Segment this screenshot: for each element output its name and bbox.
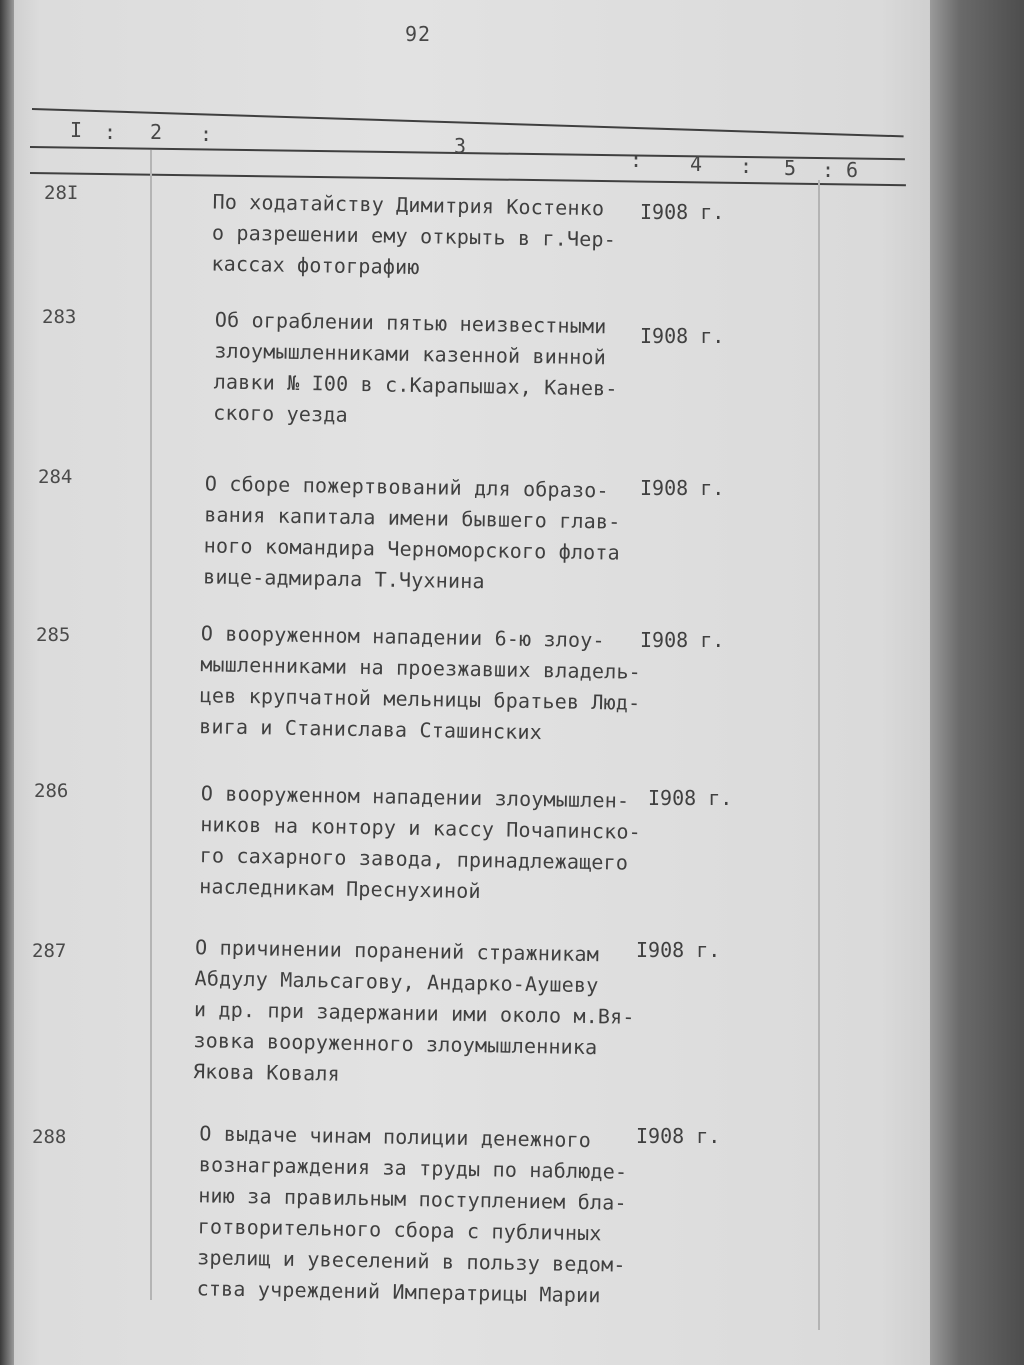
- entry-year: I908 г.: [636, 1124, 721, 1148]
- entry-year: I908 г.: [648, 786, 733, 810]
- entry-year: I908 г.: [640, 628, 725, 652]
- description-line: О сборе пожертвований для образо-: [204, 471, 609, 503]
- column-header-5: 5: [784, 156, 797, 180]
- description-line: ства учреждений Императрицы Марии: [196, 1276, 601, 1308]
- entry-year: I908 г.: [640, 476, 725, 500]
- description-line: го сахарного завода, принадлежащего: [199, 843, 629, 875]
- description-line: О вооруженном нападении 6-ю злоу-: [200, 621, 605, 653]
- entry-number: 284: [38, 466, 73, 488]
- description-line: ского уезда: [213, 400, 349, 427]
- description-line: зрелищ и увеселений в пользу ведом-: [197, 1245, 626, 1277]
- description-line: злоумышленниками казенной винной: [214, 338, 607, 370]
- entry-description: [196, 1118, 628, 1311]
- description-line: ников на контору и кассу Почапинско-: [200, 812, 642, 844]
- description-line: готворительного сбора с публичных: [197, 1214, 602, 1246]
- description-line: вания капитала имени бывшего глав-: [204, 502, 621, 534]
- description-line: По ходатайству Димитрия Костенко: [212, 189, 605, 221]
- description-line: О вооруженном нападении злоумышлен-: [200, 781, 630, 813]
- column-separator: :: [104, 120, 117, 144]
- description-line: о разрешении ему открыть в г.Чер-: [211, 220, 617, 252]
- entry-year: I908 г.: [640, 324, 725, 348]
- entry-description: [199, 778, 642, 910]
- entry-number: 283: [42, 306, 77, 328]
- table-header-rule: [30, 146, 905, 160]
- column-header-1: I: [70, 118, 83, 142]
- description-line: кассах фотографию: [211, 251, 420, 280]
- column-separator: :: [822, 158, 835, 182]
- description-line: Якова Коваля: [192, 1059, 341, 1086]
- column-separator: :: [740, 154, 753, 178]
- description-line: мышленниками на проезжавших владель-: [200, 652, 642, 684]
- description-line: вознаграждения за труды по наблюде-: [198, 1152, 628, 1184]
- entry-description: [193, 932, 636, 1095]
- column-divider-left: [150, 150, 152, 1300]
- entry-number: 28I: [44, 182, 79, 204]
- page-number: 92: [405, 22, 432, 46]
- entry-description: [199, 618, 642, 750]
- column-separator: :: [200, 122, 213, 146]
- entry-number: 285: [36, 624, 71, 646]
- description-line: лавки № I00 в с.Карапышах, Канев-: [213, 369, 618, 401]
- description-line: цев крупчатной мельницы братьев Люд-: [199, 683, 641, 715]
- description-line: наследникам Преснухиной: [199, 874, 481, 904]
- column-header-4: 4: [690, 152, 703, 176]
- description-line: ного командира Черноморского флота: [203, 533, 621, 565]
- entry-number: 286: [34, 780, 69, 802]
- entry-year: I908 г.: [640, 200, 725, 224]
- table-top-rule: [32, 108, 904, 137]
- page-binding-shadow: [0, 0, 14, 1365]
- entry-number: 287: [32, 940, 67, 962]
- column-header-6: 6: [846, 158, 859, 182]
- column-header-2: 2: [150, 120, 163, 144]
- description-line: нию за правильным поступлением бла-: [198, 1183, 627, 1215]
- column-header-3: 3: [454, 134, 467, 158]
- page-edge-shadow: [930, 0, 1024, 1365]
- entry-description: [203, 468, 621, 599]
- entry-description: [211, 186, 617, 286]
- entry-description: [213, 304, 619, 435]
- column-separator: :: [630, 148, 643, 172]
- table-header-bottom-rule: [30, 172, 906, 186]
- column-divider-right: [818, 180, 820, 1330]
- description-line: зовка вооруженного злоумышленника: [193, 1028, 598, 1060]
- entry-year: I908 г.: [636, 938, 721, 962]
- description-line: вице-адмирала Т.Чухнина: [203, 564, 485, 594]
- description-line: Абдулу Мальсагову, Андарко-Аушеву: [194, 966, 599, 998]
- description-line: Об ограблении пятью неизвестными: [214, 307, 607, 339]
- description-line: вига и Станислава Сташинских: [199, 714, 543, 745]
- description-line: О выдаче чинам полиции денежного: [199, 1121, 592, 1153]
- entry-number: 288: [32, 1126, 67, 1148]
- description-line: О причинении поранений стражникам: [194, 935, 600, 967]
- description-line: и др. при задержании ими около м.Вя-: [193, 997, 635, 1029]
